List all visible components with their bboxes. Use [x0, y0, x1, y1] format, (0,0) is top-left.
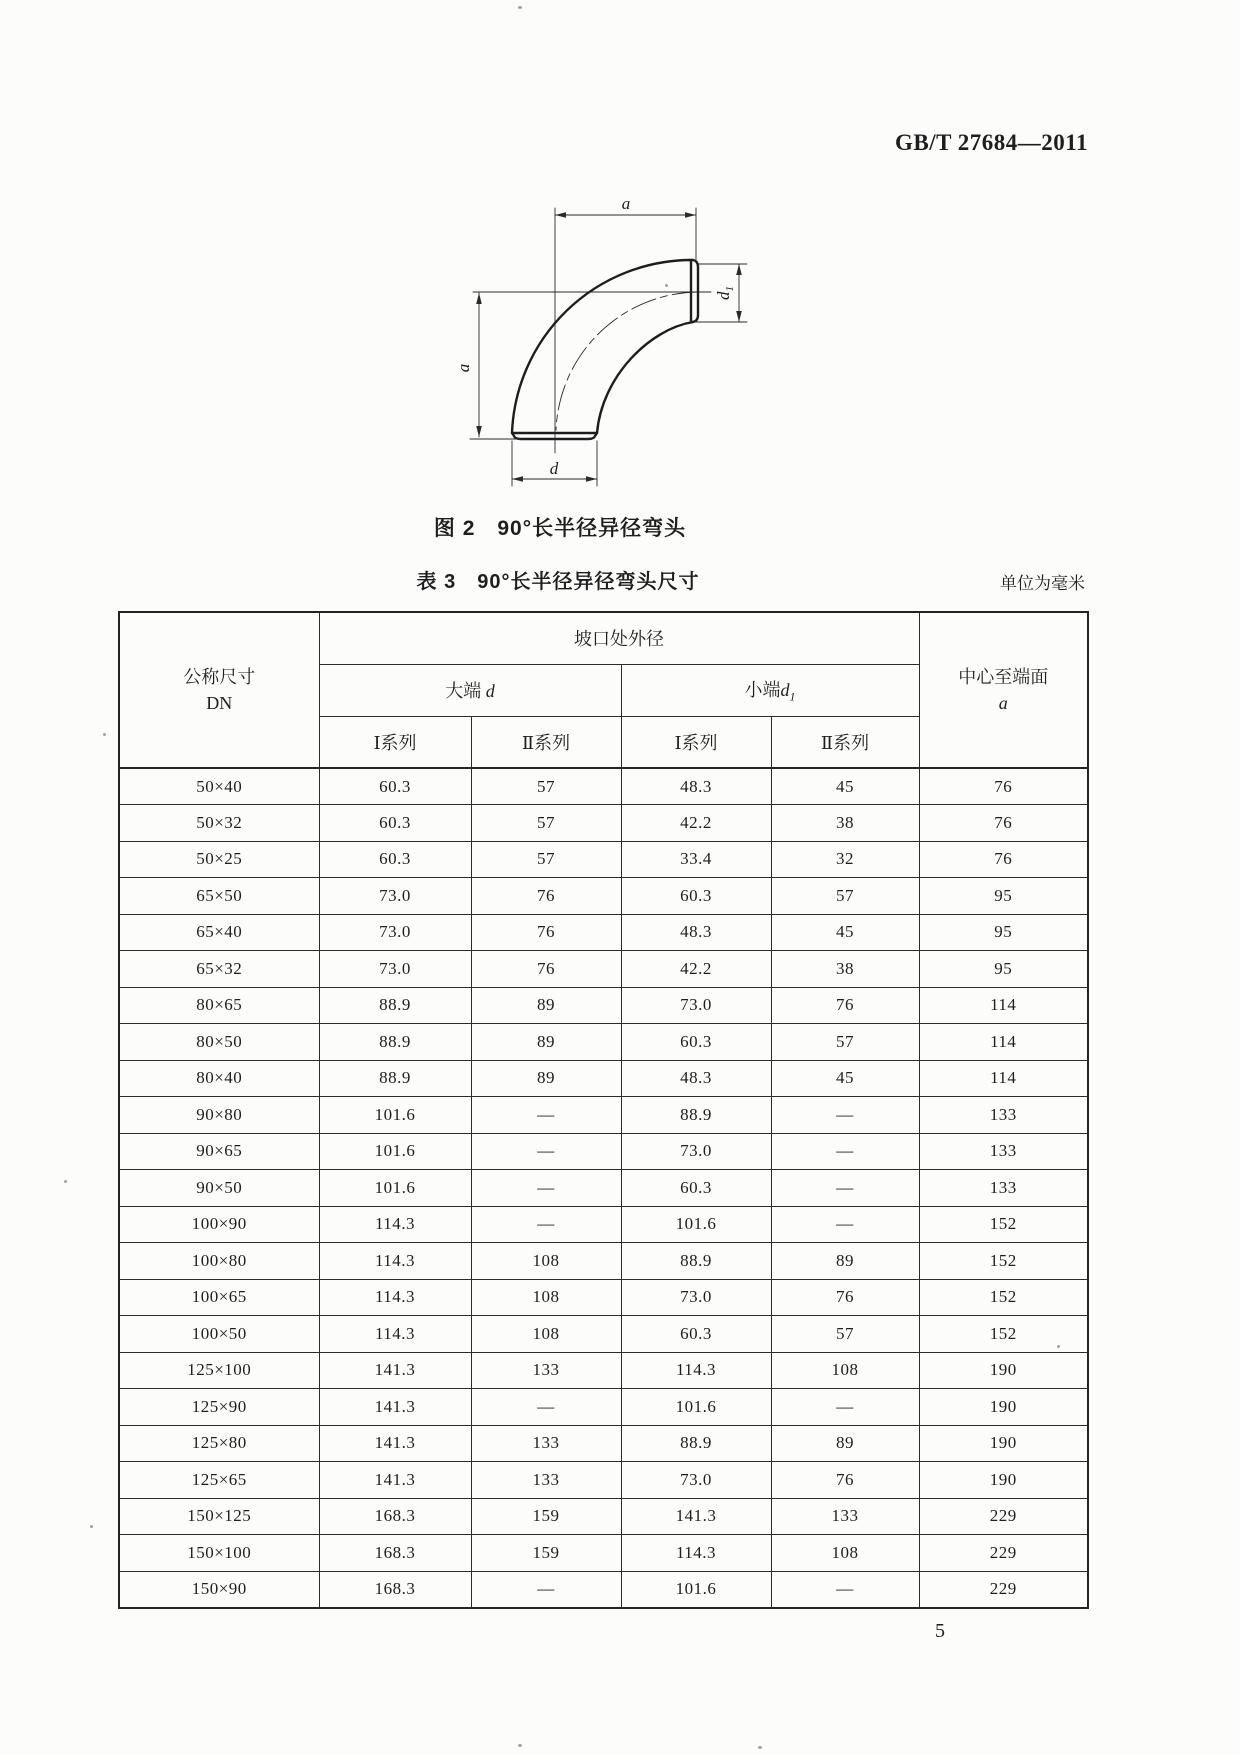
dimension-cell: 159: [471, 1535, 621, 1572]
dimension-cell: 73.0: [621, 1279, 771, 1316]
table-row: [119, 1352, 1088, 1389]
dimension-cell: 168.3: [319, 1498, 471, 1535]
table-row: [119, 805, 1088, 842]
dimension-cell: 76: [771, 1462, 919, 1499]
dimension-cell: —: [771, 1170, 919, 1207]
dimension-cell: 88.9: [319, 1024, 471, 1061]
scan-speck: [90, 1525, 93, 1528]
dimension-cell: 45: [771, 768, 919, 805]
table-row: [119, 1389, 1088, 1426]
dn-cell: 100×90: [119, 1206, 319, 1243]
dimension-cell: 141.3: [319, 1352, 471, 1389]
dimension-cell: 73.0: [621, 1133, 771, 1170]
dim-label-d: d: [549, 459, 559, 478]
dn-cell: 125×80: [119, 1425, 319, 1462]
dimension-cell: —: [771, 1389, 919, 1426]
dimension-cell: 88.9: [621, 1243, 771, 1280]
dimension-cell: 141.3: [319, 1389, 471, 1426]
dimensions-table: [118, 611, 1089, 1609]
dimension-a-top: [555, 194, 696, 262]
dimension-cell: 190: [919, 1462, 1088, 1499]
dimension-cell: 159: [471, 1498, 621, 1535]
dn-cell: 100×50: [119, 1316, 319, 1353]
dimension-cell: 101.6: [319, 1133, 471, 1170]
dn-cell: 80×65: [119, 987, 319, 1024]
dimension-cell: —: [471, 1133, 621, 1170]
dimension-cell: 57: [471, 768, 621, 805]
dimension-cell: 114.3: [319, 1243, 471, 1280]
dimension-cell: 108: [471, 1243, 621, 1280]
dn-cell: 90×65: [119, 1133, 319, 1170]
table-row: [119, 1060, 1088, 1097]
dn-cell: 100×65: [119, 1279, 319, 1316]
dimension-cell: 73.0: [319, 914, 471, 951]
dimension-cell: 108: [471, 1279, 621, 1316]
dimension-cell: 141.3: [319, 1425, 471, 1462]
table-row: [119, 914, 1088, 951]
scan-speck: [665, 284, 668, 287]
dimension-cell: 114: [919, 987, 1088, 1024]
dimension-cell: 32: [771, 841, 919, 878]
dimension-cell: 114.3: [319, 1279, 471, 1316]
dimension-cell: 60.3: [621, 1316, 771, 1353]
dimension-cell: 152: [919, 1316, 1088, 1353]
dimension-cell: 152: [919, 1243, 1088, 1280]
header-small-end-cn: 小端: [744, 679, 781, 700]
dn-cell: 65×50: [119, 878, 319, 915]
table-row: [119, 1133, 1088, 1170]
scan-speck: [64, 1180, 67, 1183]
dimension-cell: 133: [919, 1133, 1088, 1170]
page-number: 5: [935, 1620, 945, 1642]
dimension-cell: 48.3: [621, 768, 771, 805]
header-groove-od: 坡口处外径: [319, 612, 919, 664]
dimension-cell: 152: [919, 1206, 1088, 1243]
dimension-cell: 101.6: [319, 1097, 471, 1134]
dimension-cell: 76: [919, 805, 1088, 842]
header-small-end: [621, 664, 919, 716]
dimension-cell: 95: [919, 951, 1088, 988]
table-row: [119, 1535, 1088, 1572]
dimension-cell: 76: [471, 878, 621, 915]
dimension-cell: 88.9: [621, 1097, 771, 1134]
dimension-cell: 57: [771, 1024, 919, 1061]
header-dn: [119, 612, 319, 768]
dimension-cell: 114.3: [621, 1535, 771, 1572]
dn-cell: 80×50: [119, 1024, 319, 1061]
dimension-cell: 76: [919, 768, 1088, 805]
header-center-to-end: [919, 612, 1088, 768]
dimension-cell: 168.3: [319, 1535, 471, 1572]
dn-cell: 100×80: [119, 1243, 319, 1280]
dimension-cell: 141.3: [319, 1462, 471, 1499]
dimension-cell: 101.6: [621, 1571, 771, 1608]
header-big-end-cn: 大端: [445, 681, 482, 701]
dimension-cell: 133: [919, 1170, 1088, 1207]
dimension-cell: 73.0: [621, 987, 771, 1024]
dimension-cell: 73.0: [319, 878, 471, 915]
table-row: [119, 1425, 1088, 1462]
dimension-cell: —: [471, 1389, 621, 1426]
dimension-cell: 60.3: [319, 841, 471, 878]
dimension-cell: 95: [919, 878, 1088, 915]
dimension-cell: —: [771, 1206, 919, 1243]
dimension-cell: 76: [771, 1279, 919, 1316]
header-center-var: a: [998, 693, 1008, 713]
dimension-cell: 48.3: [621, 1060, 771, 1097]
dimension-cell: 168.3: [319, 1571, 471, 1608]
dimension-cell: 89: [471, 987, 621, 1024]
dimension-cell: 45: [771, 914, 919, 951]
dimension-cell: 229: [919, 1535, 1088, 1572]
dimension-cell: —: [771, 1133, 919, 1170]
dn-cell: 50×40: [119, 768, 319, 805]
dimension-cell: —: [471, 1097, 621, 1134]
dn-cell: 90×80: [119, 1097, 319, 1134]
dimension-cell: 42.2: [621, 951, 771, 988]
scan-speck: [518, 1744, 522, 1747]
dimension-cell: 133: [471, 1352, 621, 1389]
dimension-cell: —: [471, 1170, 621, 1207]
dimension-cell: 57: [771, 878, 919, 915]
dn-cell: 125×90: [119, 1389, 319, 1426]
dimension-cell: 57: [471, 805, 621, 842]
dimension-cell: 88.9: [319, 1060, 471, 1097]
unit-note: 单位为毫米: [1000, 574, 1085, 593]
dimension-cell: 48.3: [621, 914, 771, 951]
dimension-cell: 89: [471, 1024, 621, 1061]
small-end-face: [691, 260, 698, 322]
standard-number: GB/T 27684—2011: [894, 130, 1088, 155]
dimension-cell: 60.3: [621, 1024, 771, 1061]
header-big-end-var: d: [485, 681, 495, 701]
table-row: [119, 1024, 1088, 1061]
dimension-cell: 114.3: [621, 1352, 771, 1389]
dimension-cell: 133: [471, 1462, 621, 1499]
dimension-cell: 76: [471, 951, 621, 988]
dimension-cell: 73.0: [319, 951, 471, 988]
header-row-1: [119, 612, 1088, 664]
dim-label-a-left: a: [454, 363, 473, 373]
dn-cell: 50×25: [119, 841, 319, 878]
dn-cell: 125×100: [119, 1352, 319, 1389]
dimension-cell: 114.3: [319, 1316, 471, 1353]
dimension-cell: 76: [919, 841, 1088, 878]
dimension-cell: 108: [471, 1316, 621, 1353]
scan-speck: [518, 6, 522, 9]
figure-area: [378, 148, 808, 518]
dimension-cell: —: [771, 1097, 919, 1134]
dimension-cell: 190: [919, 1352, 1088, 1389]
center-lines: [473, 208, 711, 453]
dimension-cell: 88.9: [319, 987, 471, 1024]
scan-speck: [1057, 1345, 1060, 1348]
dim-label-d1: $d_1$: [714, 286, 736, 300]
header-series-small-1: Ⅰ系列: [621, 716, 771, 768]
dimension-cell: 89: [471, 1060, 621, 1097]
dimension-cell: 60.3: [621, 878, 771, 915]
dimension-cell: 60.3: [319, 805, 471, 842]
dimension-cell: 190: [919, 1389, 1088, 1426]
dimension-cell: 89: [771, 1243, 919, 1280]
elbow-inner-curve: [597, 322, 693, 433]
dimension-cell: 114.3: [319, 1206, 471, 1243]
table-title: 表 3 90°长半径异径弯头尺寸: [416, 571, 700, 593]
dn-cell: 150×125: [119, 1498, 319, 1535]
dimension-cell: 229: [919, 1571, 1088, 1608]
table-header: [119, 612, 1088, 768]
big-end-face: [512, 433, 597, 439]
table-row: [119, 878, 1088, 915]
header-small-end-sub: 1: [789, 689, 796, 704]
table-row: [119, 1316, 1088, 1353]
dimension-cell: 114: [919, 1060, 1088, 1097]
dimension-cell: —: [471, 1571, 621, 1608]
scan-speck: [103, 733, 106, 736]
header-big-end: [319, 664, 621, 716]
header-series-big-1: Ⅰ系列: [319, 716, 471, 768]
dn-cell: 80×40: [119, 1060, 319, 1097]
dn-cell: 50×32: [119, 805, 319, 842]
dimension-cell: 42.2: [621, 805, 771, 842]
scan-speck: [758, 1746, 762, 1749]
dn-cell: 65×40: [119, 914, 319, 951]
table-row: [119, 1097, 1088, 1134]
table-row: [119, 951, 1088, 988]
dimension-cell: 95: [919, 914, 1088, 951]
table-row: [119, 1571, 1088, 1608]
dimension-cell: 133: [471, 1425, 621, 1462]
dn-cell: 150×100: [119, 1535, 319, 1572]
dimension-cell: 114: [919, 1024, 1088, 1061]
header-small-end-var: d: [780, 679, 790, 700]
dimension-cell: —: [471, 1206, 621, 1243]
dimension-a-left: [454, 293, 521, 439]
dimension-d-bottom: [512, 441, 597, 486]
header-dn-code: DN: [206, 693, 233, 713]
table-row: [119, 1170, 1088, 1207]
dimension-cell: 152: [919, 1279, 1088, 1316]
dimension-cell: 133: [771, 1498, 919, 1535]
dimension-cell: 190: [919, 1425, 1088, 1462]
table-row: [119, 768, 1088, 805]
table-row: [119, 1279, 1088, 1316]
dimension-d1-right: [696, 264, 747, 322]
dn-cell: 150×90: [119, 1571, 319, 1608]
dimension-cell: 60.3: [319, 768, 471, 805]
table-row: [119, 841, 1088, 878]
dimension-cell: 101.6: [621, 1389, 771, 1426]
dimension-cell: 101.6: [621, 1206, 771, 1243]
dimension-cell: 38: [771, 805, 919, 842]
dimension-cell: 89: [771, 1425, 919, 1462]
dimension-cell: 33.4: [621, 841, 771, 878]
table-row: [119, 987, 1088, 1024]
header-series-big-2: Ⅱ系列: [471, 716, 621, 768]
dn-cell: 125×65: [119, 1462, 319, 1499]
table-row: [119, 1206, 1088, 1243]
dimension-cell: 57: [471, 841, 621, 878]
dimension-cell: 88.9: [621, 1425, 771, 1462]
dimension-cell: 101.6: [319, 1170, 471, 1207]
dimension-cell: 108: [771, 1352, 919, 1389]
dimension-cell: 60.3: [621, 1170, 771, 1207]
dimension-cell: 229: [919, 1498, 1088, 1535]
dimension-cell: 57: [771, 1316, 919, 1353]
header-dn-cn: 公称尺寸: [183, 667, 256, 687]
dimension-cell: 38: [771, 951, 919, 988]
dn-cell: 90×50: [119, 1170, 319, 1207]
dimension-cell: 73.0: [621, 1462, 771, 1499]
dn-cell: 65×32: [119, 951, 319, 988]
elbow-body: [512, 260, 698, 439]
dimension-cell: 141.3: [621, 1498, 771, 1535]
figure-caption: 图 2 90°长半径异径弯头: [433, 517, 687, 540]
dimension-cell: 133: [919, 1097, 1088, 1134]
dimension-cell: 76: [771, 987, 919, 1024]
header-center-cn: 中心至端面: [958, 667, 1049, 687]
table-row: [119, 1462, 1088, 1499]
dimension-cell: 76: [471, 914, 621, 951]
table-row: [119, 1243, 1088, 1280]
table-row: [119, 1498, 1088, 1535]
elbow-diagram: [378, 148, 808, 518]
header-series-small-2: Ⅱ系列: [771, 716, 919, 768]
dim-label-a-top: a: [621, 194, 631, 213]
table-body: [119, 768, 1088, 1608]
dimension-cell: 108: [771, 1535, 919, 1572]
dimension-cell: 45: [771, 1060, 919, 1097]
dimension-cell: —: [771, 1571, 919, 1608]
